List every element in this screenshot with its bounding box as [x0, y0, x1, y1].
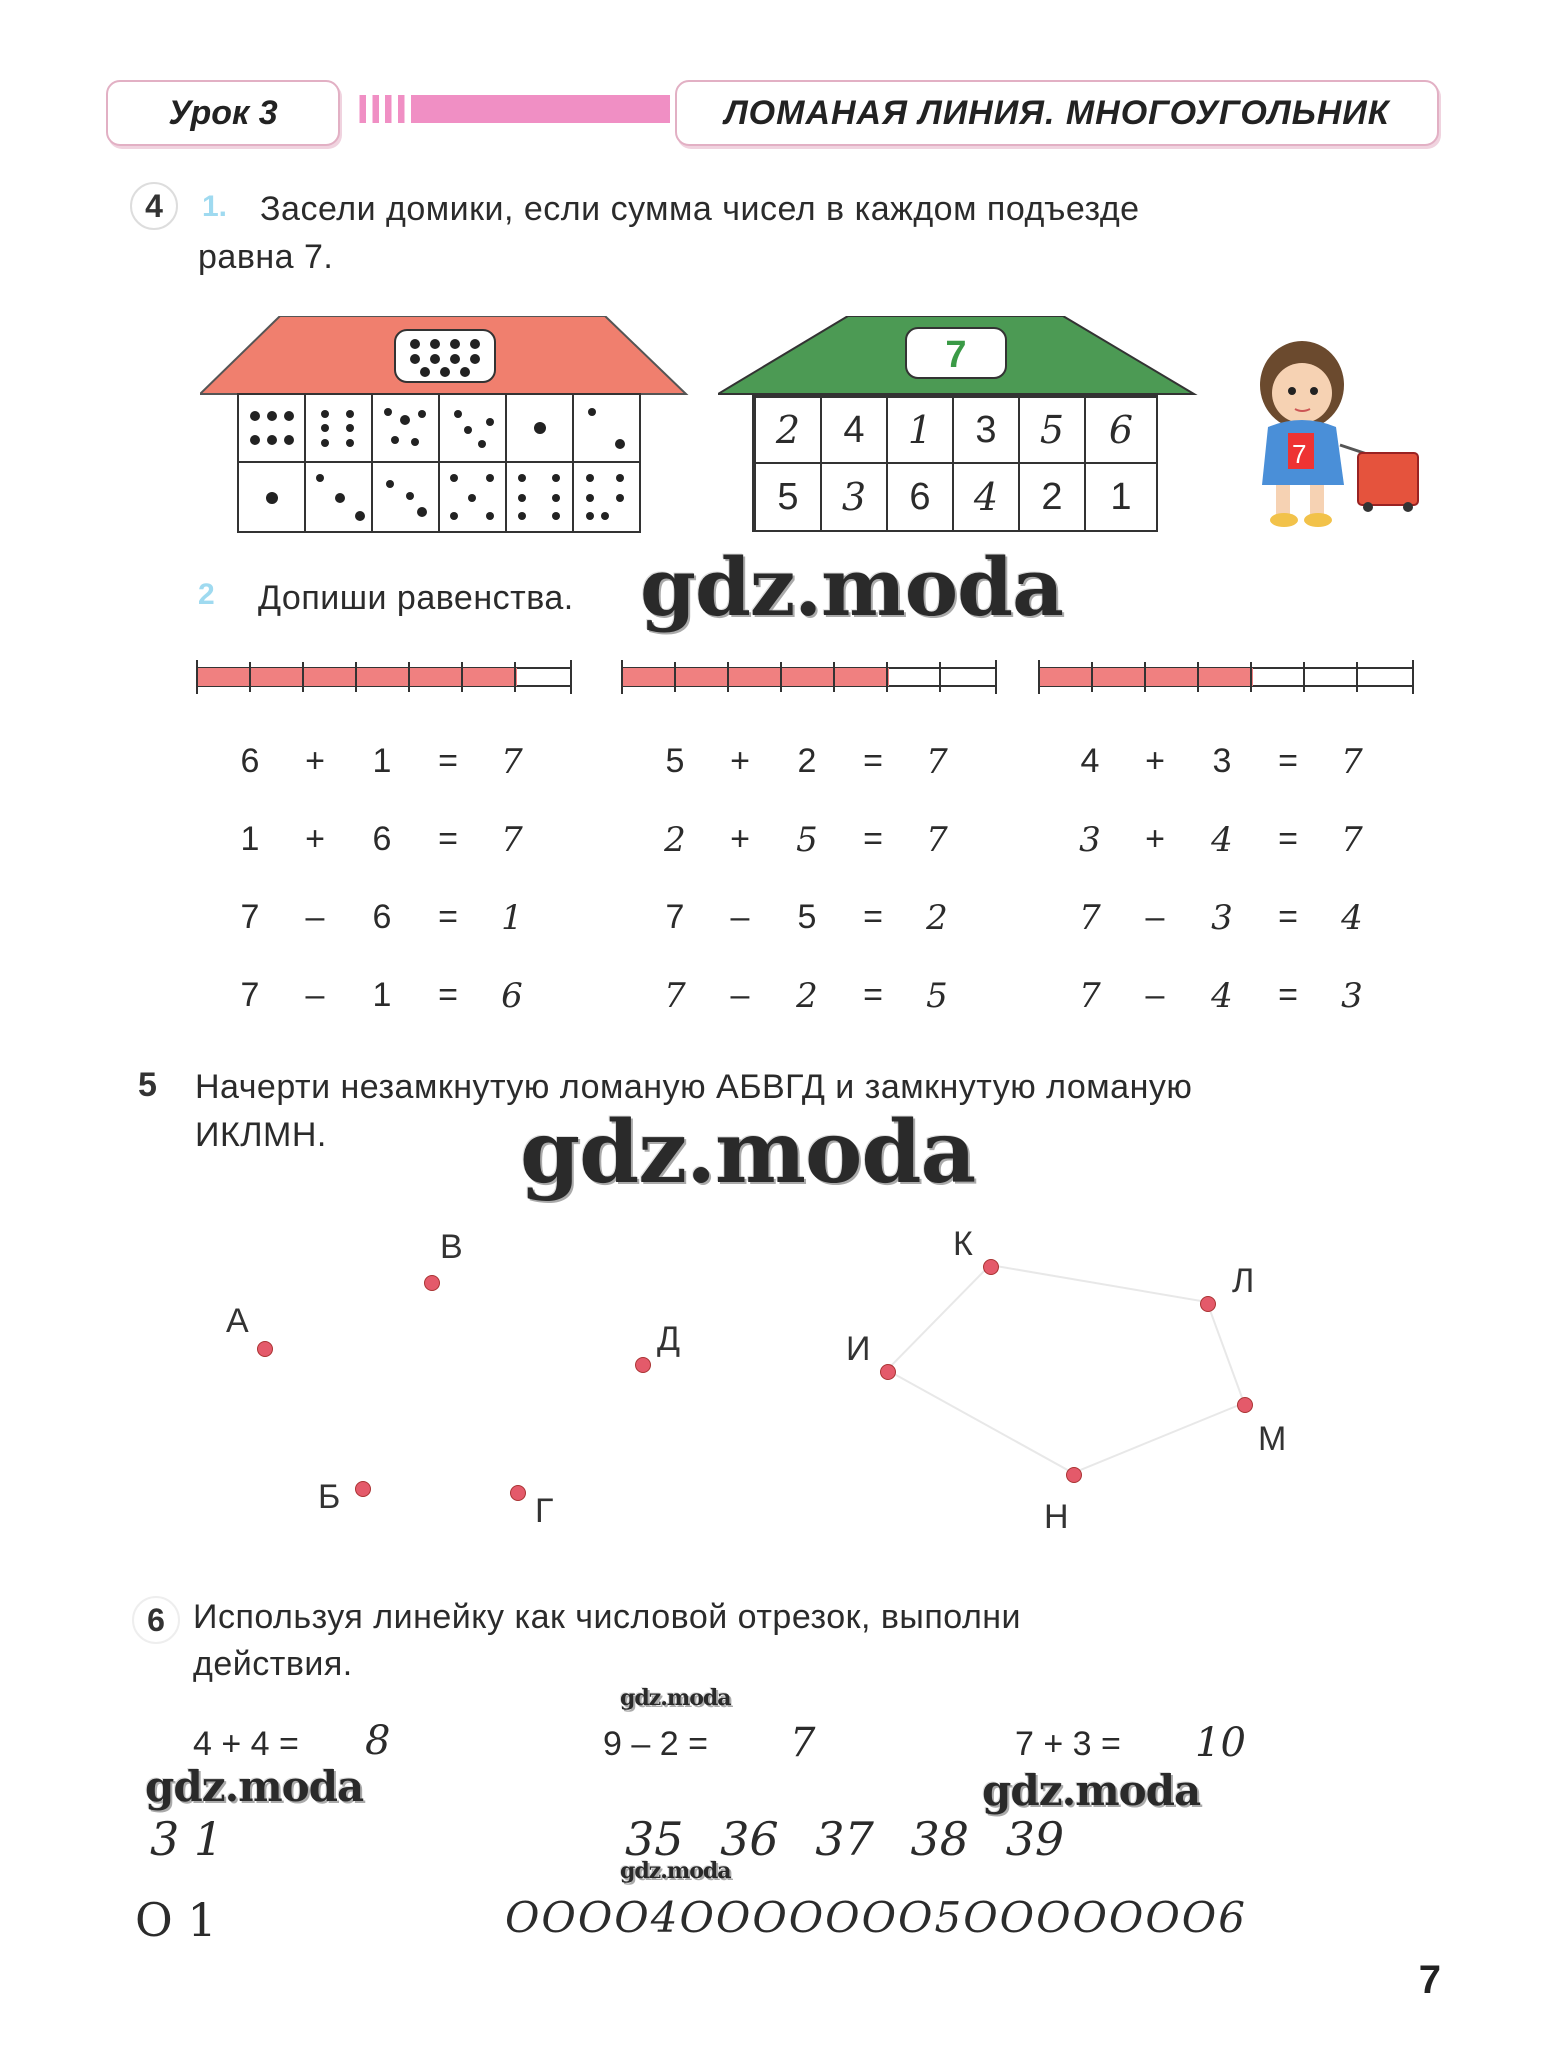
point-i [880, 1364, 896, 1380]
task-6-text-line1: Используя линейку как числовой отрезок, выполни [193, 1598, 1022, 1636]
label-d: Д [657, 1320, 681, 1358]
task-5-text-line2: ИКЛМН. [195, 1116, 327, 1154]
point-d [635, 1357, 651, 1373]
house-2-bottom-2: 3 [841, 475, 867, 519]
point-a [257, 1341, 273, 1357]
expression-3: 7 + 3 = [1015, 1725, 1121, 1763]
house-2-top-2: 4 [843, 408, 865, 451]
watermark-3: gdz.moda [145, 1762, 364, 1811]
house-2-bottom-5: 2 [1041, 475, 1063, 518]
row-1-numbers: 35 36 37 38 39 [625, 1812, 1065, 1866]
house-2-top-1: 2 [775, 408, 801, 452]
task-4-text-line1: Засели домики, если сумма чисел в каждом подъезде [260, 190, 1140, 228]
house-2-top-5: 5 [1039, 408, 1065, 452]
task-4-sub-2: 2 [198, 578, 215, 611]
row-2-digits: ОООО4ООООООО5ООООООО6 [505, 1893, 1247, 1942]
watermark-2: gdz.moda [520, 1102, 976, 1203]
row-1-start: 3 1 [150, 1812, 224, 1866]
task-6-badge: 6 [132, 1596, 180, 1644]
expression-1: 4 + 4 = [193, 1725, 299, 1763]
task-4-text2: Допиши равенства. [258, 579, 574, 617]
house-2-roof-number: 7 [945, 333, 967, 376]
watermark-1: gdz.moda [640, 540, 1063, 634]
house-2-top-3: 1 [907, 408, 933, 452]
house-2-bottom-1: 5 [777, 475, 799, 518]
house-2-bottom-4: 4 [973, 475, 999, 519]
task-4-sub-1: 1. [202, 190, 228, 223]
point-m [1237, 1397, 1253, 1413]
lesson-label: Урок 3 [106, 80, 340, 146]
answer-3: 10 [1195, 1720, 1246, 1766]
svg-text:7: 7 [1292, 439, 1307, 469]
label-m: М [1258, 1420, 1287, 1458]
watermark-4: gdz.moda [982, 1766, 1201, 1815]
answer-2: 7 [790, 1720, 816, 1766]
answer-1: 8 [365, 1718, 391, 1764]
task-5-text-line1: Начерти незамкнутую ломаную АБВГД и замкнутую ломаную [195, 1068, 1193, 1106]
watermark-small-1: gdz.moda [620, 1685, 731, 1711]
watermark-small-2: gdz.moda [620, 1858, 731, 1884]
point-b [355, 1481, 371, 1497]
page-number: 7 [1418, 1958, 1441, 2002]
expression-2: 9 – 2 = [603, 1725, 708, 1763]
label-b: Б [318, 1478, 341, 1516]
point-g [510, 1485, 526, 1501]
task-5-number: 5 [138, 1066, 157, 1104]
label-g: Г [535, 1492, 554, 1530]
task-6-text-line2: действия. [193, 1645, 353, 1683]
row-2-start: О 1 [135, 1893, 217, 1947]
point-v [424, 1275, 440, 1291]
point-n [1066, 1467, 1082, 1483]
house-2-bottom-3: 6 [909, 475, 931, 518]
task-4-text-line2: равна 7. [198, 238, 334, 276]
house-2-top-6: 6 [1108, 408, 1134, 452]
label-n: Н [1044, 1498, 1069, 1536]
point-k [983, 1259, 999, 1275]
label-i: И [846, 1330, 871, 1368]
label-a: А [226, 1302, 249, 1340]
lesson-title: ЛОМАНАЯ ЛИНИЯ. МНОГОУГОЛЬНИК [675, 80, 1439, 146]
task-4-badge: 4 [130, 182, 178, 230]
label-v: В [440, 1228, 463, 1266]
label-l: Л [1232, 1262, 1255, 1300]
point-l [1200, 1296, 1216, 1312]
house-2-top-4: 3 [975, 408, 997, 451]
label-k: К [953, 1225, 973, 1263]
house-2-bottom-6: 1 [1110, 475, 1132, 518]
